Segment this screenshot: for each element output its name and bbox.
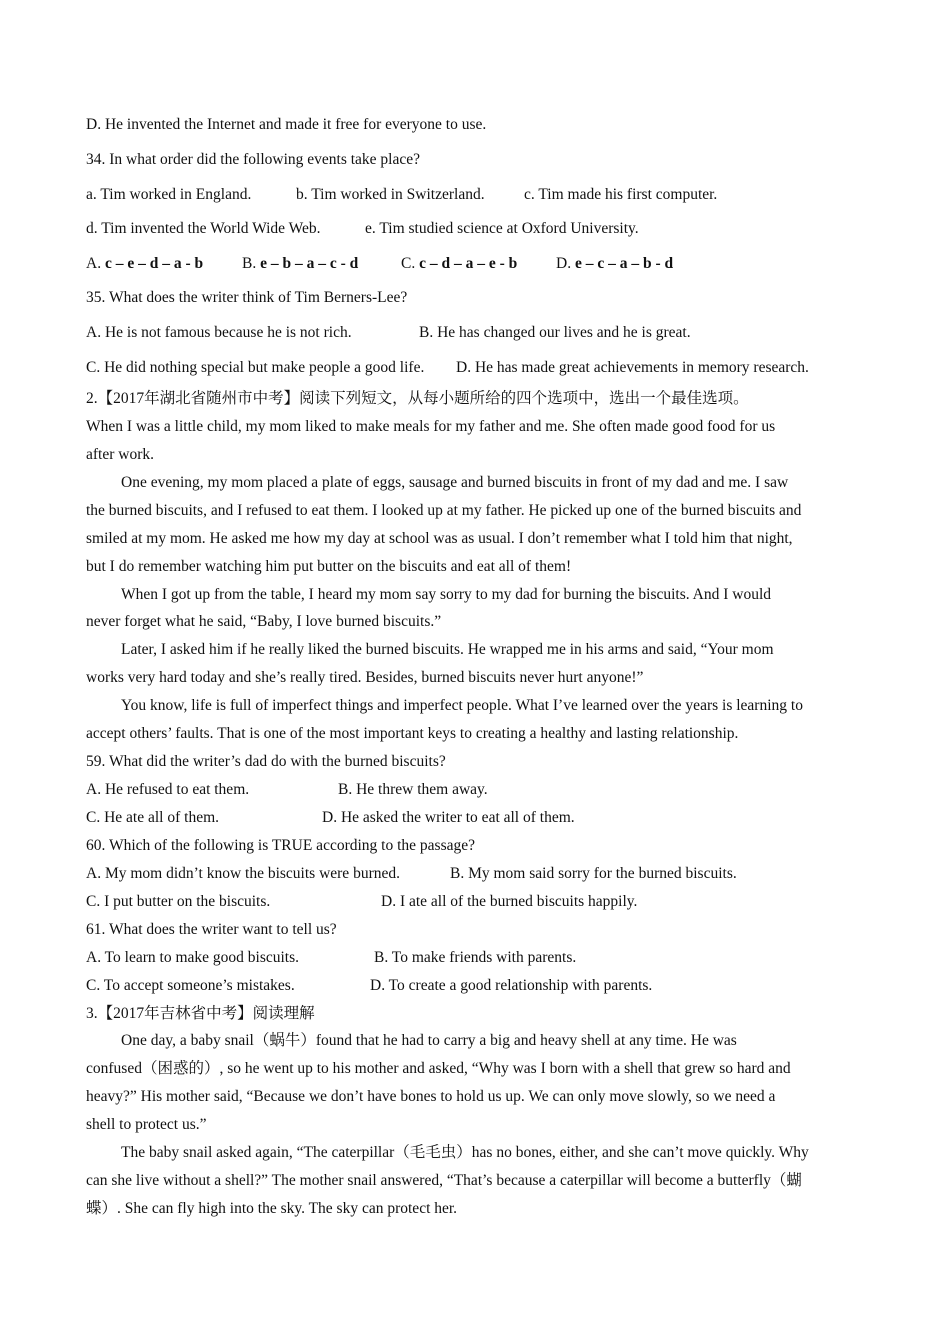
q33-option-d: D. He invented the Internet and made it free for everyone to use. xyxy=(86,116,487,133)
q61-question: 61. What does the writer want to tell us? xyxy=(86,921,337,938)
q59-options-row-2 xyxy=(86,807,868,829)
q34-option-a: A. c – e – d – a - b xyxy=(86,255,204,272)
q34-event-a: a. Tim worked in England. xyxy=(86,186,252,203)
passage2-line: the burned biscuits, and I refused to eat them. I looked up at my father. He picked up one of the burned biscuits and xyxy=(86,502,802,519)
passage3-line: One day, a baby snail（蜗牛）found that he had to carry a big and heavy shell at any time. He was xyxy=(121,1032,737,1049)
q35-option-c: C. He did nothing special but make people a good life. xyxy=(86,359,425,376)
q59-question: 59. What did the writer’s dad do with the burned biscuits? xyxy=(86,753,446,770)
q35-option-d: D. He has made great achievements in memory research. xyxy=(456,359,809,376)
passage2-line: When I got up from the table, I heard my mom say sorry to my dad for burning the biscuits. And I would xyxy=(121,586,772,603)
q34-question: 34. In what order did the following events take place? xyxy=(86,151,420,168)
q34-events-row-1 xyxy=(86,184,868,206)
passage2-line: accept others’ faults. That is one of the most important keys to creating a healthy and lasting relationship. xyxy=(86,725,739,742)
passage2-line: You know, life is full of imperfect things and imperfect people. What I’ve learned over the years is learning to xyxy=(121,697,803,714)
passage2-line: never forget what he said, “Baby, I love burned biscuits.” xyxy=(86,613,442,630)
q61-option-d: D. To create a good relationship with parents. xyxy=(370,977,653,994)
q34-option-b: B. e – b – a – c - d xyxy=(242,255,359,272)
q60-question: 60. Which of the following is TRUE according to the passage? xyxy=(86,837,475,854)
q61-options-row-2 xyxy=(86,975,868,997)
q61-option-b: B. To make friends with parents. xyxy=(374,949,577,966)
passage3-line: 蝶）. She can fly high into the sky. The sky can protect her. xyxy=(86,1200,458,1217)
q34-event-b: b. Tim worked in Switzerland. xyxy=(296,186,485,203)
q60-option-d: D. I ate all of the burned biscuits happily. xyxy=(381,893,638,910)
q34-event-d: d. Tim invented the World Wide Web. xyxy=(86,220,321,237)
passage2-line: works very hard today and she’s really tired. Besides, burned biscuits never hurt anyone!” xyxy=(86,669,644,686)
passage3-heading: 3.【2017年吉林省中考】阅读理解 xyxy=(86,1005,315,1022)
q35-question: 35. What does the writer think of Tim Berners-Lee? xyxy=(86,289,408,306)
passage3-line: confused（困惑的）, so he went up to his mother and asked, “Why was I born with a shell that grew so hard and xyxy=(86,1060,791,1077)
q60-option-c: C. I put butter on the biscuits. xyxy=(86,893,271,910)
q34-options xyxy=(86,253,868,275)
q35-option-a: A. He is not famous because he is not rich. xyxy=(86,324,352,341)
q59-option-c: C. He ate all of them. xyxy=(86,809,219,826)
q35-option-b: B. He has changed our lives and he is great. xyxy=(419,324,691,341)
passage3-line: shell to protect us.” xyxy=(86,1116,207,1133)
q60-option-b: B. My mom said sorry for the burned biscuits. xyxy=(450,865,737,882)
passage2-line: Later, I asked him if he really liked the burned biscuits. He wrapped me in his arms and said, “Your mom xyxy=(121,641,774,658)
q34-option-d: D. e – c – a – b - d xyxy=(556,255,674,272)
q61-options-row-1 xyxy=(86,947,868,969)
passage2-line: smiled at my mom. He asked me how my day at school was as usual. I don’t remember what I told him that night, xyxy=(86,530,793,547)
q61-option-c: C. To accept someone’s mistakes. xyxy=(86,977,295,994)
q34-event-e: e. Tim studied science at Oxford University. xyxy=(365,220,639,237)
passage2-heading: 2.【2017年湖北省随州市中考】阅读下列短文，从每小题所给的四个选项中，选出一个最佳选项。 xyxy=(86,390,749,407)
q34-option-c: C. c – d – a – e - b xyxy=(401,255,518,272)
q61-option-a: A. To learn to make good biscuits. xyxy=(86,949,300,966)
passage3-line: heavy?” His mother said, “Because we don’t have bones to hold us up. We can only move slowly, so we need a xyxy=(86,1088,776,1105)
q59-option-d: D. He asked the writer to eat all of them. xyxy=(322,809,575,826)
passage2-line: One evening, my mom placed a plate of eggs, sausage and burned biscuits in front of my dad and me. I saw xyxy=(121,474,789,491)
q60-options-row-2 xyxy=(86,891,868,913)
q35-options-row-1 xyxy=(86,322,868,344)
passage3-line: can she live without a shell?” The mother snail answered, “That’s because a caterpillar will become a butterfly（蝴 xyxy=(86,1172,802,1189)
q59-option-b: B. He threw them away. xyxy=(338,781,488,798)
q60-options-row-1 xyxy=(86,863,868,885)
q59-option-a: A. He refused to eat them. xyxy=(86,781,250,798)
passage3-line: The baby snail asked again, “The caterpillar（毛毛虫）has no bones, either, and she can’t move quickly. Why xyxy=(121,1144,809,1161)
q34-events-row-2 xyxy=(86,218,868,240)
passage2-line: after work. xyxy=(86,446,154,463)
q35-options-row-2 xyxy=(86,357,868,379)
q60-option-a: A. My mom didn’t know the biscuits were burned. xyxy=(86,865,400,882)
q59-options-row-1 xyxy=(86,779,868,801)
passage2-line: but I do remember watching him put butter on the biscuits and eat all of them! xyxy=(86,558,572,575)
passage2-line: When I was a little child, my mom liked to make meals for my father and me. She often made good food for us xyxy=(86,418,776,435)
q34-event-c: c. Tim made his first computer. xyxy=(524,186,718,203)
